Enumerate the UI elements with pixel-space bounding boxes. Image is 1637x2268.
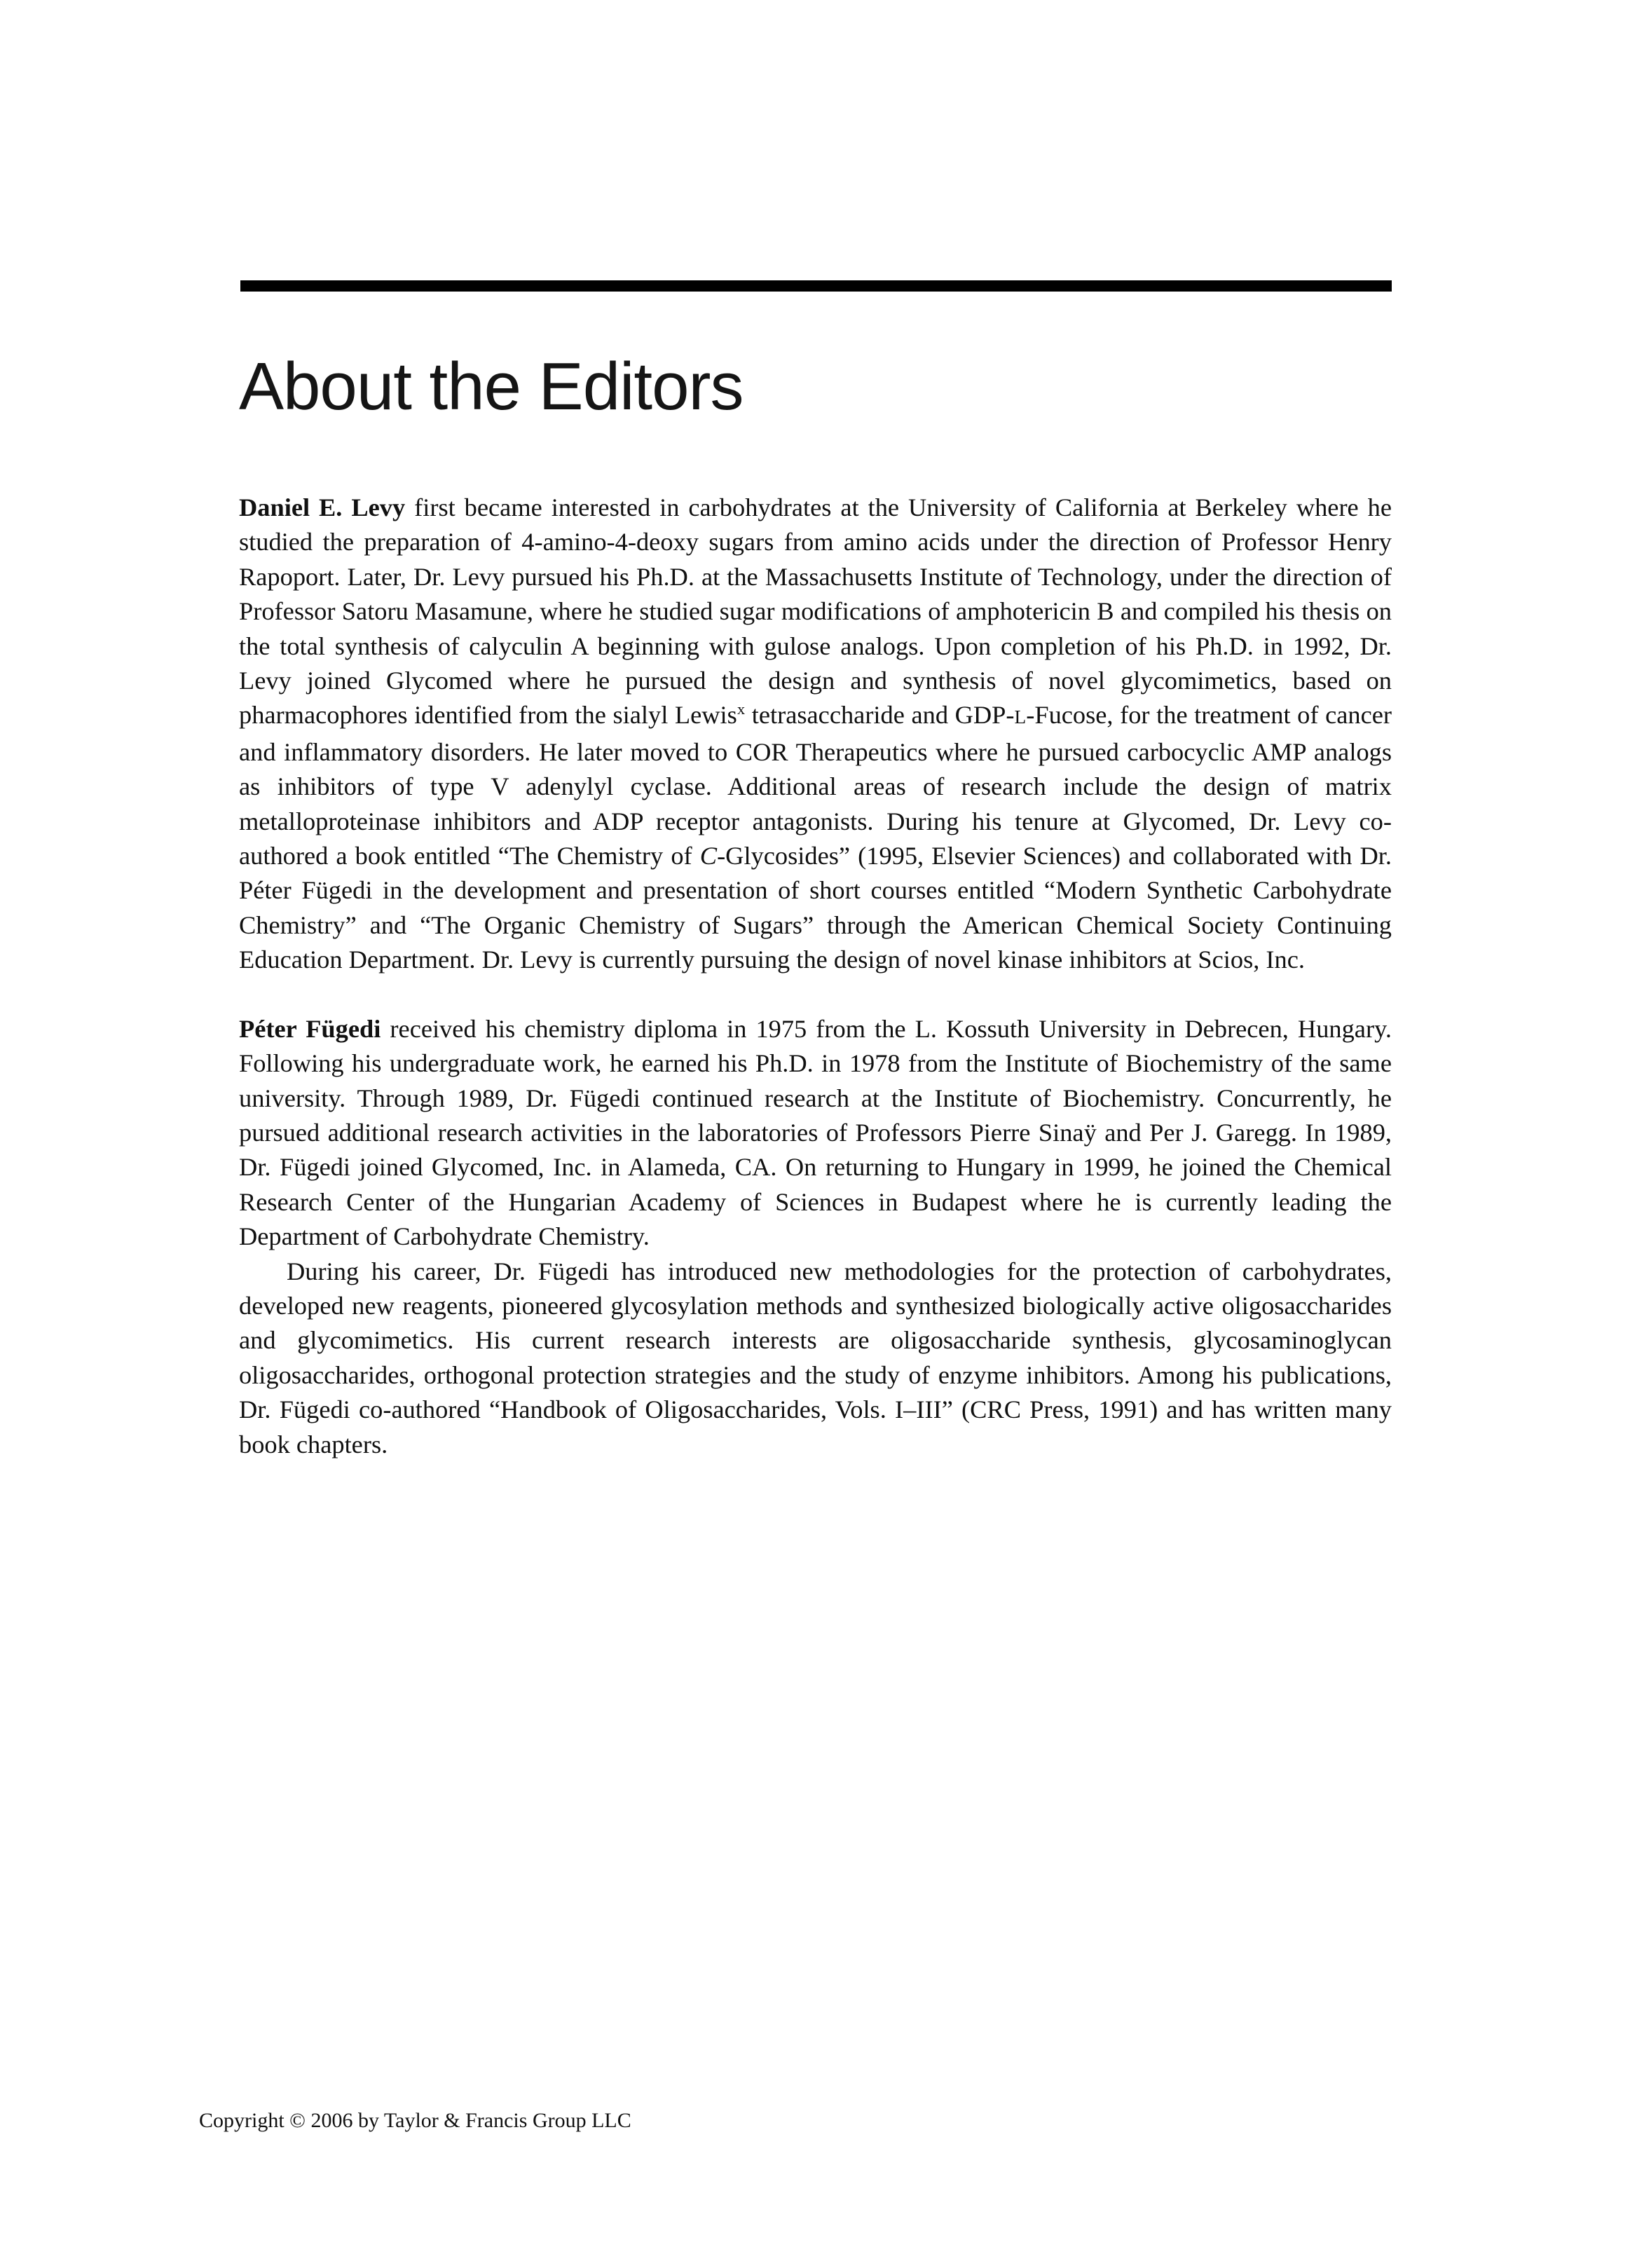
title-rule bbox=[240, 280, 1392, 292]
italic-c: C bbox=[699, 842, 718, 870]
page-title: About the Editors bbox=[239, 349, 744, 424]
small-caps-l: L bbox=[1014, 706, 1027, 728]
editor-name-fugedi: Péter Fügedi bbox=[239, 1014, 381, 1043]
superscript-x: x bbox=[737, 700, 746, 718]
editors-bios bbox=[239, 491, 1392, 1462]
bio-levy: Daniel E. Levy first became interested in carbohydrates at the University of California at Berkeley where he studied the preparation of 4-amino-4-deoxy sugars from amino acids under the direction of Professor Henry Rapoport. Later, Dr. Levy pursued his Ph.D. at the Massachusetts Institute of Technology, under the direction of Professor Satoru Masamune, where he studied sugar modifications of amphotericin B and compiled his thesis on the total synthesis of calyculin A beginning with gulose analogs. Upon completion of his Ph.D. in 1992, Dr. Levy joined Glycomed where he pursued the design and synthesis of novel glycomimetics, based on pharmacophores identified from the sialyl Lewis$^x$ tetrasaccharide and GDP-L-Fucose, for the treatment of cancer and inflammatory disorders. He later moved to COR Therapeutics where he pursued carbocyclic AMP analogs as inhibitors of type V adenylyl cyclase. Additional areas of research include the design of matrix metalloproteinase inhibitors and ADP receptor antagonists. During his tenure at Glycomed, Dr. Levy co-authored a book entitled “The Chemistry of C-Glycosides” (1995, Elsevier Sciences) and collaborated with Dr. Péter Fügedi in the development and presentation of short courses entitled “Modern Synthetic Carbohydrate Chemistry” and “The Organic Chemistry of Sugars” through the American Chemical Society Continuing Education Department. Dr. Levy is currently pursuing the design of novel kinase inhibitors at Scios, Inc. bbox=[239, 493, 1392, 974]
editor-name-levy: Daniel E. Levy bbox=[239, 493, 406, 521]
bio-fugedi: Péter Fügedi received his chemistry diploma in 1975 from the L. Kossuth University in Debrecen, Hungary. Following his undergraduate work, he earned his Ph.D. in 1978 from the Institute of Biochemistry of the same university. Through 1989, Dr. Fügedi continued research at the Institute of Biochemistry. Concurrently, he pursued additional research activities in the laboratories of Professors Pierre Sinaÿ and Per J. Garegg. In 1989, Dr. Fügedi joined Glycomed, Inc. in Alameda, CA. On returning to Hungary in 1999, he joined the Chemical Research Center of the Hungarian Academy of Sciences in Budapest where he is currently leading the Department of Carbohydrate Chemistry. bbox=[239, 1014, 1392, 1251]
bio-fugedi-career: During his career, Dr. Fügedi has introduced new methodologies for the protection of carbohydrates, developed new reagents, pioneered glycosylation methods and synthesized biologically active oligosaccharides and glycomimetics. His current research interests are oligosaccharide synthesis, glycosaminoglycan oligosaccharides, orthogonal protection strategies and the study of enzyme inhibitors. Among his publications, Dr. Fügedi co-authored “Handbook of Oligosaccharides, Vols. I–III” (CRC Press, 1991) and has written many book chapters. bbox=[239, 1257, 1392, 1459]
copyright-footer: Copyright © 2006 by Taylor & Francis Group LLC bbox=[199, 2109, 631, 2132]
